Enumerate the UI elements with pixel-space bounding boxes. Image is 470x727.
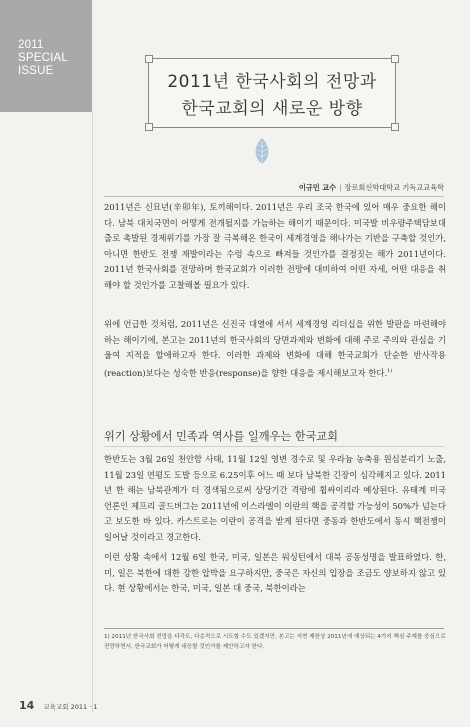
title-box-corner xyxy=(145,123,153,131)
author-line: 이규민 교수 | 장로회신학대학교 기독교교육학 xyxy=(298,183,444,192)
special-issue-word: SPECIAL xyxy=(18,52,68,64)
body-paragraph: 이런 상황 속에서 12월 6일 한국, 미국, 일본은 워싱턴에서 대북 공동성명을 발표하였다. 한, 미, 일은 북한에 대한 강한 압박을 요구하지만, 중국은 자신의 입장을 조금도 양보하지 않고 있다. 현 상황에서는 한국, 미국, 일본 대 중국, 북한이라는 xyxy=(104,552,446,594)
section-divider xyxy=(104,446,444,447)
body-paragraph: 2011년은 신묘년(辛卯年), 토끼해이다. 2011년은 우리 조국 한국에 있어 매우 중요한 해이다. 남북 대치국면이 어떻게 전개될지를 가늠하는 해이기 때문이다. 미국발 비우량주택담보대출로 촉발된 경제위기를 가장 잘 극복해온 한국이 세계경영을 해나가는 기반을 구축할 것인가, 아니면 한반도 전쟁 재발이라는 수렁 속으로 빠져들 것인가를 결정짓는 해가 2011년이다. 2011년 한국사회를 전망하며 한국교회가 이러한 전망에 대비하여 어떤 자세, 어떤 대응을 취해야 할 것인가를 고찰해볼 필요가 있다. xyxy=(104,202,446,290)
article-title-line-1: 2011년 한국사회의 전망과 xyxy=(167,72,377,92)
body-paragraph: 위에 언급한 것처럼, 2011년은 신진국 대열에 서서 세계경영 리더십을 위한 발판을 마련해야 하는 해이기에, 본고는 2011년의 한국사회의 당면과제와 변화에 대해 주로 주의와 관심을 기울여 지적을 할애하고자 한다. 이러한 과제와 변화에 대해 한국교회가 단순한 반사작용(reaction)보다는 성숙한 반응(response)을 향한 대응을 제시해보고자 한다.$^{1)}$ xyxy=(104,319,446,378)
page-number: 14 xyxy=(19,699,35,712)
author-divider xyxy=(104,196,444,197)
footnote-marker: 1) xyxy=(387,367,393,374)
author-affiliation: 장로회신학대학교 기독교교육학 xyxy=(344,183,444,192)
leaf-icon xyxy=(251,137,273,167)
title-box-corner xyxy=(391,55,399,63)
title-box xyxy=(148,58,396,128)
footnote: 1) 2011년 한국사회 전망을 다각도, 다층적으로 시도할 수도 있겠지만, 본고는 지면 제한상 2011년에 예상되는 4가지 핵심 주제를 중심으로 전망하면서, 한국교회가 어떻게 대응할 것인가를 제안하고자 한다. xyxy=(104,634,446,650)
special-issue-year: 2011 xyxy=(18,39,44,51)
left-divider xyxy=(92,112,93,712)
title-box-corner xyxy=(391,123,399,131)
section-heading: 위기 상황에서 민족과 역사를 일깨우는 한국교회 xyxy=(104,430,338,443)
author-name: 이규민 교수 xyxy=(298,183,337,192)
body-paragraph: 한반도는 3월 26일 천안함 사태, 11월 12일 영변 경수로 및 우라늄 농축용 원심분리기 노출, 11월 23일 연평도 도발 등으로 6.25이후 어느 때 보다 남북한 긴장이 심각해지고 있다. 2011년 한 해는 남북관계가 더 경색됨으로써 상당기간 격랑에 휩싸이리라 예상된다. 유태계 미국 언론인 제프리 골드버그는 2011년에 이스라엘이 이란의 핵을 공격할 가능성이 50%가 넘는다고 보도한 바 있다. 카스트로는 이란이 공격을 받게 된다면 중동과 한반도에서 동시 핵전쟁이 일어날 것이라고 경고한다. xyxy=(104,454,446,542)
special-issue-label xyxy=(18,39,68,78)
special-issue-issue: ISSUE xyxy=(18,65,54,77)
page-footer xyxy=(19,694,97,713)
footnote-divider xyxy=(104,628,444,629)
article-title-line-2: 한국교회의 새로운 방향 xyxy=(181,99,363,119)
publication-name: 교육교회 2011 · 1 xyxy=(43,703,98,711)
title-box-corner xyxy=(145,55,153,63)
